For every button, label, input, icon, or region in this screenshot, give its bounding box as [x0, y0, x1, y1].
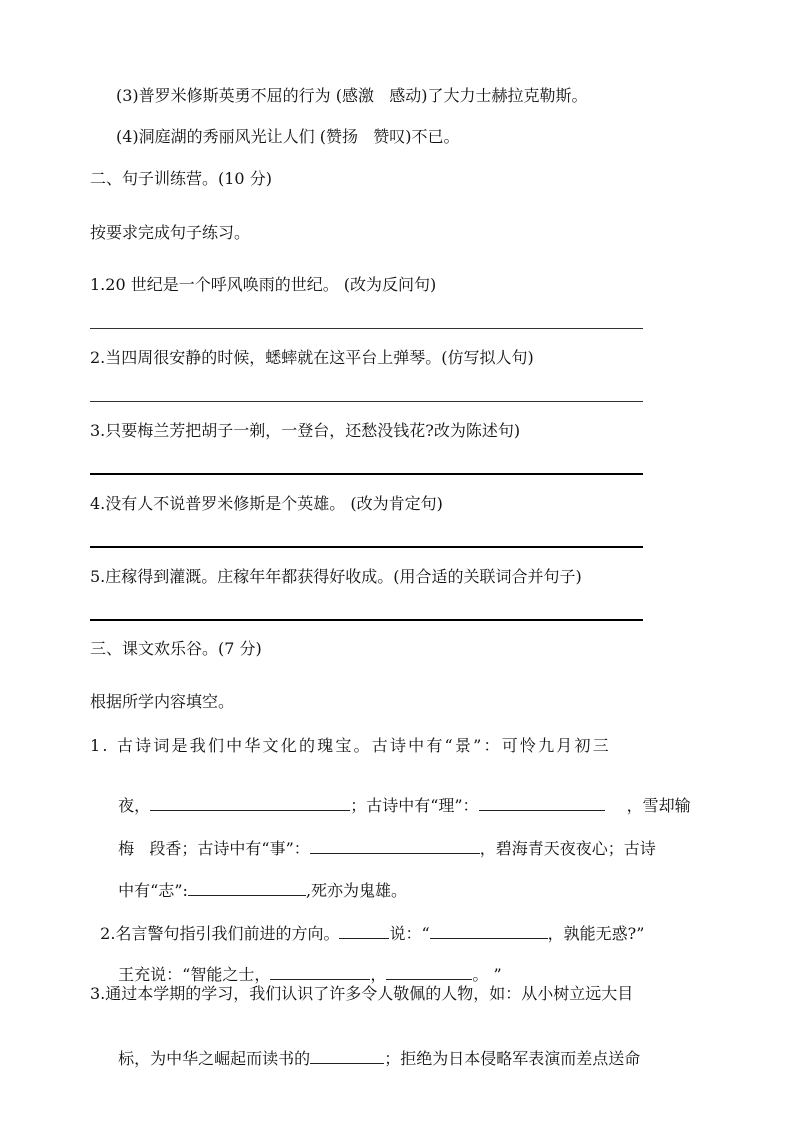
text: 说：“	[389, 924, 430, 943]
fill-blank-poem-ambition[interactable]	[188, 879, 306, 896]
sentence-question-3: 3.只要梅兰芳把胡子一剃，一登台，还愁没钱花?改为陈述句)	[90, 421, 521, 440]
answer-line-5[interactable]	[90, 619, 643, 621]
fill-blank-quote-author[interactable]	[339, 922, 389, 939]
fill-blank-person-1[interactable]	[310, 1047, 384, 1064]
text: ；拒绝为日本侵略军表演而差点送命	[384, 1049, 641, 1068]
section-2-instruction: 按要求完成句子练习。	[90, 223, 251, 242]
section-2-title: 二、句子训练营。(10 分)	[90, 169, 272, 188]
item-4-word-choice: (4)洞庭湖的秀丽风光让人们 (赞扬 赞叹)不已。	[116, 127, 460, 146]
answer-line-1[interactable]	[90, 328, 643, 329]
text: ，	[370, 965, 387, 984]
sentence-question-2: 2.当四周很安静的时候，蟋蟀就在这平台上弹琴。(仿写拟人句)	[90, 348, 534, 367]
text: 王充说：“智能之士，	[118, 965, 271, 984]
fill-blank-wang-chong-1[interactable]	[270, 963, 370, 980]
text: 2.名言警句指引我们前进的方向。	[100, 924, 340, 943]
text: ；古诗中有“理”：	[350, 796, 479, 815]
answer-line-4[interactable]	[90, 546, 643, 548]
sentence-question-5: 5.庄稼得到灌溉。庄稼年年都获得好收成。(用合适的关联词合并句子)	[90, 567, 582, 586]
text: 。 ”	[472, 965, 502, 984]
answer-line-2[interactable]	[90, 401, 643, 402]
text: ，雪却输	[626, 796, 691, 815]
people-question-line-2	[108, 1025, 640, 1070]
fill-blank-wang-chong-2[interactable]	[386, 963, 472, 980]
poetry-question-line-2	[108, 772, 691, 817]
fill-blank-poem-reason[interactable]	[479, 794, 605, 811]
text: 中有“志”:	[118, 881, 188, 900]
item-3-word-choice: (3)普罗米修斯英勇不屈的行为 (感激 感动)了大力士赫拉克勒斯。	[116, 86, 588, 105]
text: ,死亦为鬼雄。	[305, 881, 408, 900]
poetry-question-line-4	[108, 857, 407, 902]
text: 夜，	[118, 796, 151, 815]
sentence-question-1: 1.20 世纪是一个呼风唤雨的世纪。 (改为反问句)	[90, 275, 437, 294]
section-3-title: 三、课文欢乐谷。(7 分)	[90, 639, 262, 658]
text: 标，为中华之崛起而读书的	[118, 1049, 311, 1068]
fill-blank-poem-scene[interactable]	[150, 794, 350, 811]
fill-blank-poem-event[interactable]	[310, 837, 480, 854]
text: 梅 段香；古诗中有“事”：	[118, 839, 310, 858]
fill-blank-quote-text[interactable]	[430, 922, 548, 939]
quotes-question-line-2	[108, 941, 502, 986]
sentence-question-4: 4.没有人不说普罗米修斯是个英雄。 (改为肯定句)	[90, 494, 443, 513]
people-question-line-1: 3.通过本学期的学习，我们认识了许多令人敬佩的人物，如：从小树立远大目	[90, 984, 634, 1003]
quotes-question-line-1	[90, 900, 644, 945]
answer-line-3[interactable]	[90, 473, 643, 475]
poetry-question-line-3	[108, 815, 656, 860]
poetry-question-line-1: 1. 古诗词是我们中华文化的瑰宝。古诗中有“景”：可怜九月初三	[90, 736, 611, 755]
text: ，碧海青天夜夜心；古诗	[479, 839, 656, 858]
section-3-instruction: 根据所学内容填空。	[90, 692, 235, 711]
text: ，孰能无惑?”	[547, 924, 645, 943]
